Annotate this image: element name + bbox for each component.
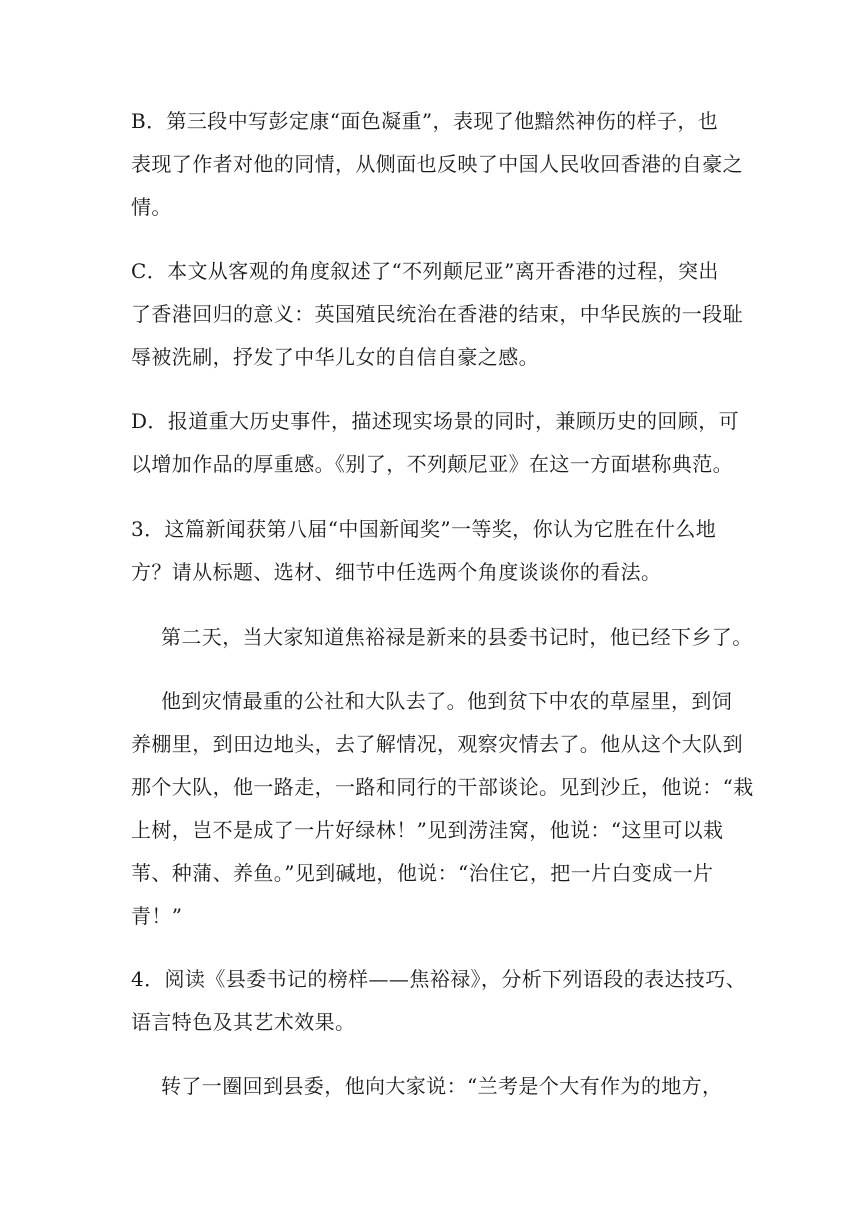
excerpt-2-line: 青！” [131, 904, 183, 928]
option-b-paragraph [131, 100, 743, 229]
option-c-paragraph [131, 250, 743, 379]
question-3 [131, 508, 731, 594]
option-b-line: B．第三段中写彭定康“面色凝重”，表现了他黯然神伤的样子，也 [131, 109, 719, 133]
excerpt-2-line: 他到灾情最重的公社和大队去了。他到贫下中农的草屋里，到饲 [161, 689, 733, 713]
excerpt-1-line: 第二天，当大家知道焦裕禄是新来的县委书记时，他已经下乡了。 [161, 625, 753, 649]
question-4 [131, 958, 747, 1044]
excerpt-paragraph-2 [131, 680, 754, 938]
excerpt-2-line: 养棚里，到田边地头，去了解情况，观察灾情去了。他从这个大队到 [131, 732, 743, 756]
excerpt-paragraph-3 [131, 1065, 731, 1108]
question-4-line: 4．阅读《县委书记的榜样——焦裕禄》，分析下列语段的表达技巧、 [131, 967, 747, 991]
excerpt-2-line: 那个大队，他一路走，一路和同行的干部谈论。见到沙丘，他说：“栽 [131, 775, 754, 799]
excerpt-2-line: 上树，岂不是成了一片好绿林！”见到涝洼窝，他说：“这里可以栽 [131, 818, 724, 842]
option-d-paragraph [131, 400, 740, 486]
option-b-line: 表现了作者对他的同情，从侧面也反映了中国人民收回香港的自豪之 [131, 152, 743, 176]
option-c-line: 了香港回归的意义：英国殖民统治在香港的结束，中华民族的一段耻 [131, 302, 743, 326]
option-c-line: 辱被洗刷，抒发了中华儿女的自信自豪之感。 [131, 345, 539, 369]
excerpt-2-line: 苇、种蒲、养鱼。”见到碱地，他说：“治住它，把一片白变成一片 [131, 861, 714, 885]
question-3-line: 方？请从标题、选材、细节中任选两个角度谈谈你的看法。 [131, 560, 662, 584]
question-4-line: 语言特色及其艺术效果。 [131, 1010, 356, 1034]
question-3-line: 3．这篇新闻获第八届“中国新闻奖”一等奖，你认为它胜在什么地 [131, 517, 717, 541]
option-c-line: C．本文从客观的角度叙述了“不列颠尼亚”离开香港的过程，突出 [131, 259, 719, 283]
option-d-line: 以增加作品的厚重感。《别了，不列颠尼亚》在这一方面堪称典范。 [131, 452, 733, 476]
excerpt-paragraph-1 [131, 616, 753, 659]
option-d-line: D．报道重大历史事件，描述现实场景的同时，兼顾历史的回顾，可 [131, 409, 740, 433]
option-b-line: 情。 [131, 195, 172, 219]
excerpt-3-line: 转了一圈回到县委，他向大家说：“兰考是个大有作为的地方， [161, 1074, 723, 1098]
